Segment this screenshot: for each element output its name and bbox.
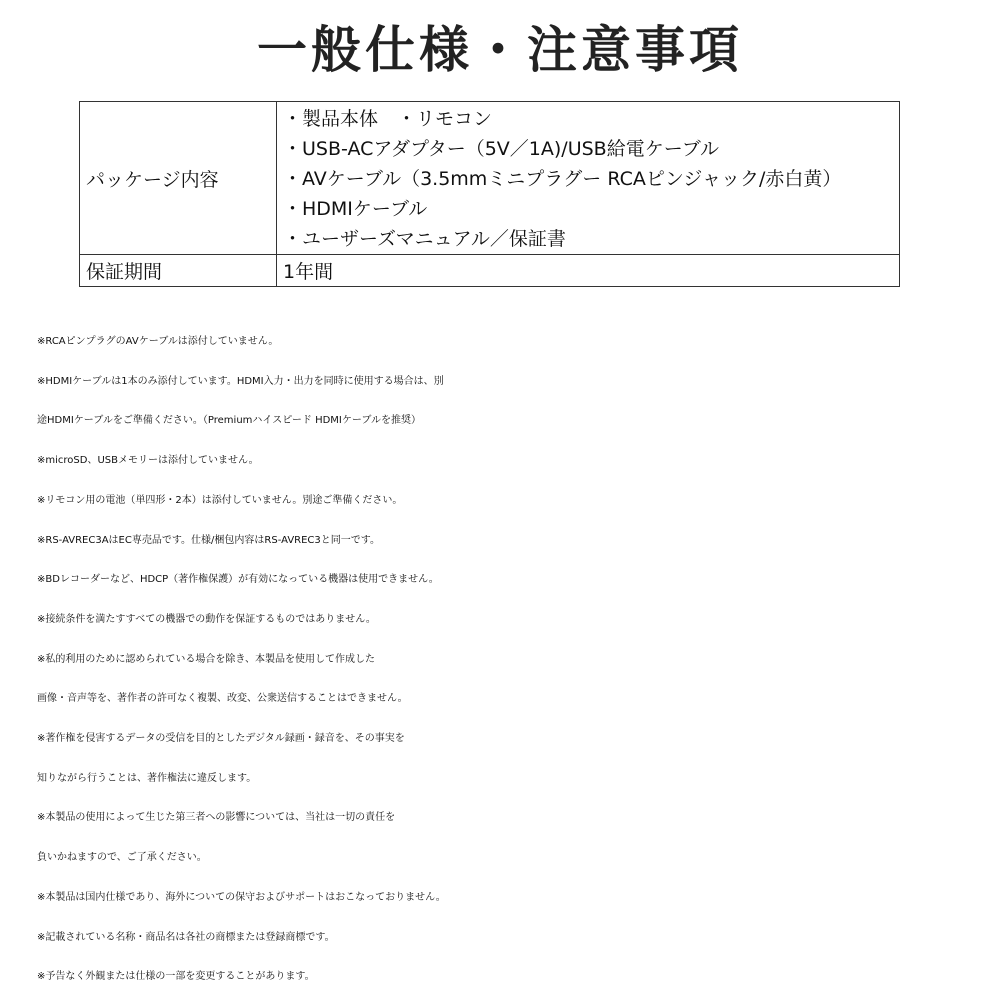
page-title: 一般仕様・注意事項 — [257, 21, 743, 79]
note-line: ※RS-AVREC3AはEC専売品です。仕様/梱包内容はRS-AVREC3と同一です。 — [37, 534, 380, 546]
warranty-label: 保証期間 — [80, 255, 277, 287]
note-line: 途HDMIケーブルをご準備ください。（Premiumハイスピード HDMIケーブルを推奨） — [37, 415, 421, 427]
note-line: ※接続条件を満たすすべての機器での動作を保証するものではありません。 — [37, 613, 376, 625]
note-line: ※HDMIケーブルは1本のみ添付しています。HDMI入力・出力を同時に使用する場合は、別 — [37, 375, 444, 387]
note-line: ※BDレコーダーなど、HDCP（著作権保護）が有効になっている機器は使用できません。 — [37, 574, 439, 586]
notes-list — [37, 322, 987, 997]
note-line: ※microSD、USBメモリーは添付していません。 — [37, 455, 259, 467]
note-line: 負いかねますので、ご了承ください。 — [37, 852, 207, 864]
note-line: ※本製品は国内仕様であり、海外についての保守およびサポートはおこなっておりません。 — [37, 891, 446, 903]
note-line: ※リモコン用の電池（単四形・2本）は添付していません。別途ご準備ください。 — [37, 494, 403, 506]
note-line: ※本製品の使用によって生じた第三者への影響については、当社は一切の責任を — [37, 812, 396, 824]
note-line: ※RCAピンプラグのAVケーブルは添付していません。 — [37, 336, 279, 347]
package-item: ・HDMIケーブル — [283, 198, 428, 220]
warranty-row — [80, 255, 900, 287]
package-row — [80, 102, 900, 255]
package-label: パッケージ内容 — [80, 102, 277, 255]
note-line: ※記載されている名称・商品名は各社の商標または登録商標です。 — [37, 931, 335, 943]
package-item: ・AVケーブル（3.5mmミニプラグー RCAピンジャック/赤白黄） — [283, 168, 842, 190]
note-line: ※私的利用のために認められている場合を除き、本製品を使用して作成した — [37, 653, 375, 665]
package-contents — [277, 102, 900, 255]
note-line: 知りながら行うことは、著作権法に違反します。 — [37, 772, 257, 784]
note-line: 画像・音声等を、著作者の許可なく複製、改変、公衆送信することはできません。 — [37, 693, 408, 705]
package-item: ・製品本体 ・リモコン — [283, 108, 493, 130]
note-line: ※予告なく外観または仕様の一部を変更することがあります。 — [37, 971, 315, 983]
note-line: ※著作権を侵害するデータの受信を目的としたデジタル録画・録音を、その事実を — [37, 733, 405, 745]
package-item: ・ユーザーズマニュアル／保証書 — [283, 228, 566, 250]
package-item: ・USB-ACアダプター（5V／1A)/USB給電ケーブル — [283, 138, 719, 160]
warranty-value: 1年間 — [277, 255, 900, 287]
spec-table — [79, 101, 900, 287]
